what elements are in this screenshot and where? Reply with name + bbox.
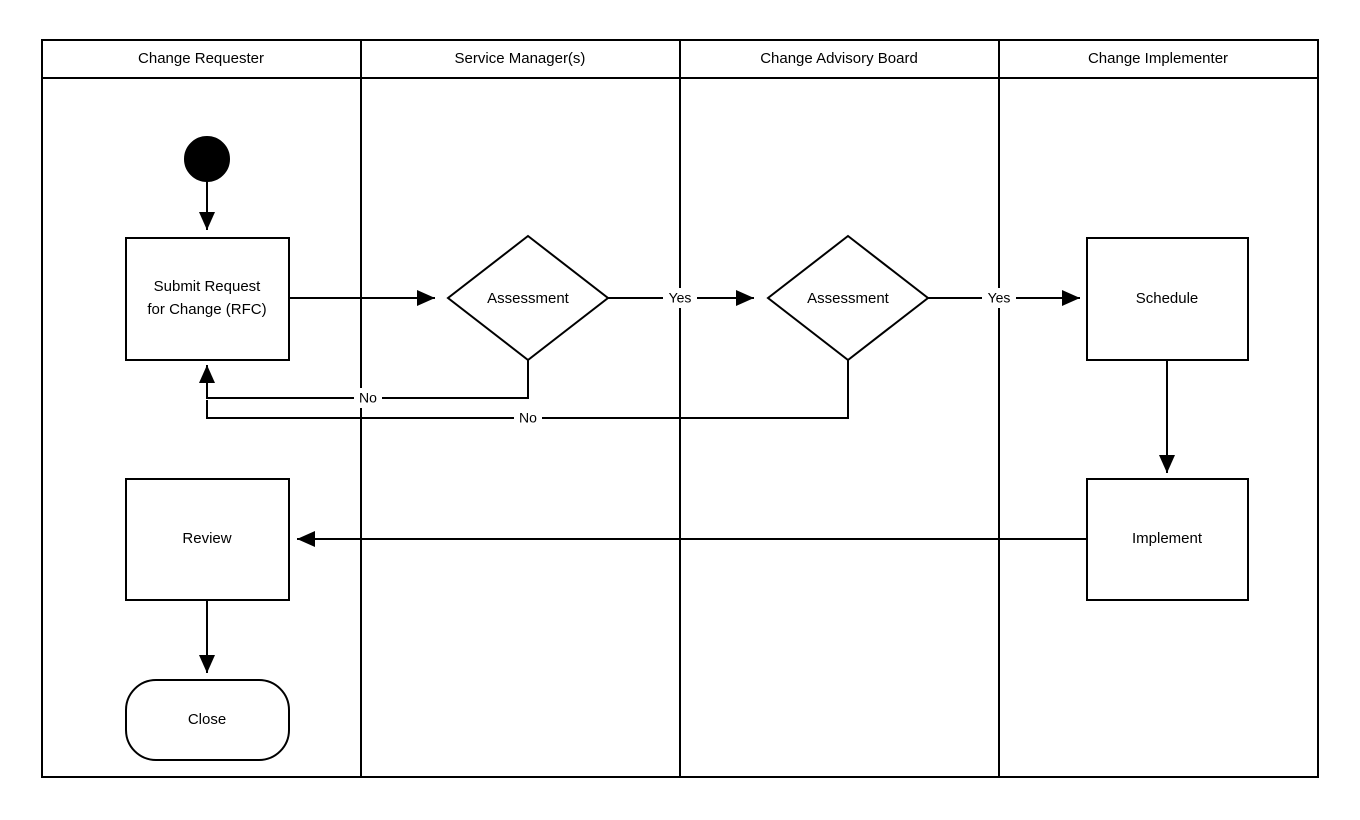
edge-label-assessment-sm-no: No bbox=[359, 389, 377, 406]
lane-title-change-requester: Change Requester bbox=[138, 49, 264, 67]
node-submit-rfc-label-line1: Submit Request bbox=[153, 277, 261, 295]
node-assessment-change-advisory-board-label: Assessment bbox=[807, 289, 889, 307]
lane-title-change-implementer: Change Implementer bbox=[1087, 49, 1229, 67]
node-assessment-service-manager-label: Assessment bbox=[487, 289, 569, 307]
edge-label-assessment-cab-no: No bbox=[519, 409, 537, 426]
node-schedule-label: Schedule bbox=[1135, 289, 1199, 307]
node-implement-label: Implement bbox=[1131, 529, 1203, 547]
edge-label-assessment-cab-yes: Yes bbox=[987, 289, 1011, 306]
node-start bbox=[185, 137, 229, 181]
lane-title-service-manager: Service Manager(s) bbox=[454, 49, 586, 67]
node-review-label: Review bbox=[182, 529, 232, 547]
edge-label-assessment-sm-yes: Yes bbox=[668, 289, 692, 306]
lane-title-change-advisory-board: Change Advisory Board bbox=[760, 49, 918, 67]
node-submit-rfc bbox=[126, 238, 289, 360]
node-submit-rfc-label-line2: for Change (RFC) bbox=[147, 300, 267, 318]
node-close-label: Close bbox=[187, 710, 227, 728]
